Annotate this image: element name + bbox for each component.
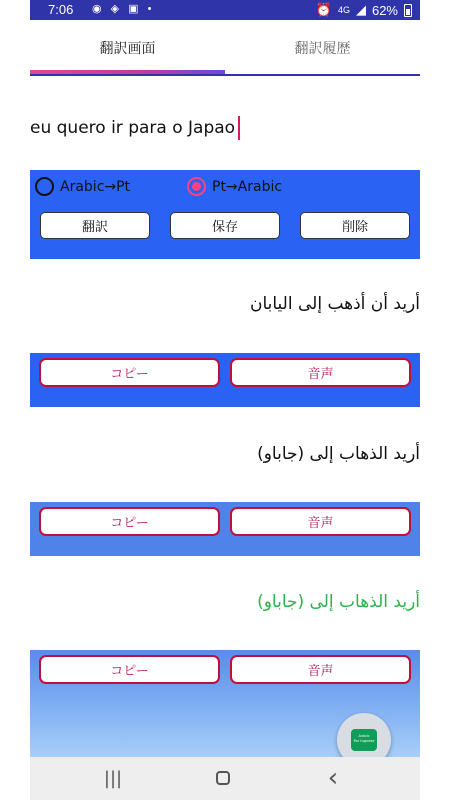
control-panel — [30, 170, 420, 259]
copy-button-3[interactable]: コピー — [39, 655, 220, 684]
tab-translate[interactable]: 翻訳画面 — [99, 41, 156, 57]
tab-bar — [30, 20, 420, 76]
translation-result-2: أريد الذهاب إلى (جاباو) — [257, 444, 420, 464]
system-nav-bar — [30, 757, 420, 800]
status-time: 7:06 — [48, 2, 74, 17]
radio-pt-to-arabic[interactable] — [187, 177, 282, 196]
tab-underline — [30, 74, 420, 76]
copy-button-1[interactable]: コピー — [39, 358, 220, 387]
recents-button[interactable] — [93, 763, 133, 793]
battery-icon — [404, 4, 412, 17]
app-screen — [30, 20, 420, 757]
recents-icon: ||| — [103, 767, 123, 789]
radio-arabic-to-pt-label: Arabic→Pt — [60, 178, 131, 195]
status-bar — [30, 0, 420, 20]
translation-result-3: أريد الذهاب إلى (جاباو) — [257, 592, 420, 612]
save-button[interactable]: 保存 — [170, 212, 280, 239]
back-button[interactable] — [313, 763, 353, 793]
home-button[interactable] — [203, 763, 243, 793]
alarm-icon: ⏰ — [315, 2, 332, 17]
signal-icon: ◢ — [355, 2, 366, 17]
translate-button[interactable]: 翻訳 — [40, 212, 150, 239]
home-icon — [216, 771, 230, 785]
fab-line-1: Arabic — [358, 734, 370, 738]
battery-percent: 62% — [371, 2, 398, 18]
network-indicator: 4G — [337, 5, 350, 15]
radio-arabic-to-pt[interactable] — [35, 177, 130, 196]
fab-line-2: Por tuguese — [353, 739, 375, 743]
tab-history[interactable]: 翻訳履歴 — [294, 41, 351, 57]
copy-button-2[interactable]: コピー — [39, 507, 220, 536]
radio-pt-to-arabic-label: Pt→Arabic — [212, 178, 283, 195]
speak-button-2[interactable]: 音声 — [230, 507, 411, 536]
speak-button-1[interactable]: 音声 — [230, 358, 411, 387]
radio-checked-icon — [187, 177, 206, 196]
speak-button-3[interactable]: 音声 — [230, 655, 411, 684]
text-caret — [238, 116, 240, 140]
source-text-value: eu quero ir para o Japao — [30, 118, 236, 138]
app-logo-icon — [351, 729, 377, 751]
status-right — [316, 2, 412, 18]
radio-unchecked-icon — [35, 177, 54, 196]
source-text-input[interactable] — [30, 113, 420, 143]
back-icon: ‹ — [327, 763, 339, 793]
result-2-actions — [30, 502, 420, 556]
notification-icons: ◉ ◈ ▣ • — [92, 3, 155, 15]
result-1-actions — [30, 353, 420, 407]
translation-result-1: أريد أن أذهب إلى اليابان — [249, 294, 420, 314]
delete-button[interactable]: 削除 — [300, 212, 410, 239]
